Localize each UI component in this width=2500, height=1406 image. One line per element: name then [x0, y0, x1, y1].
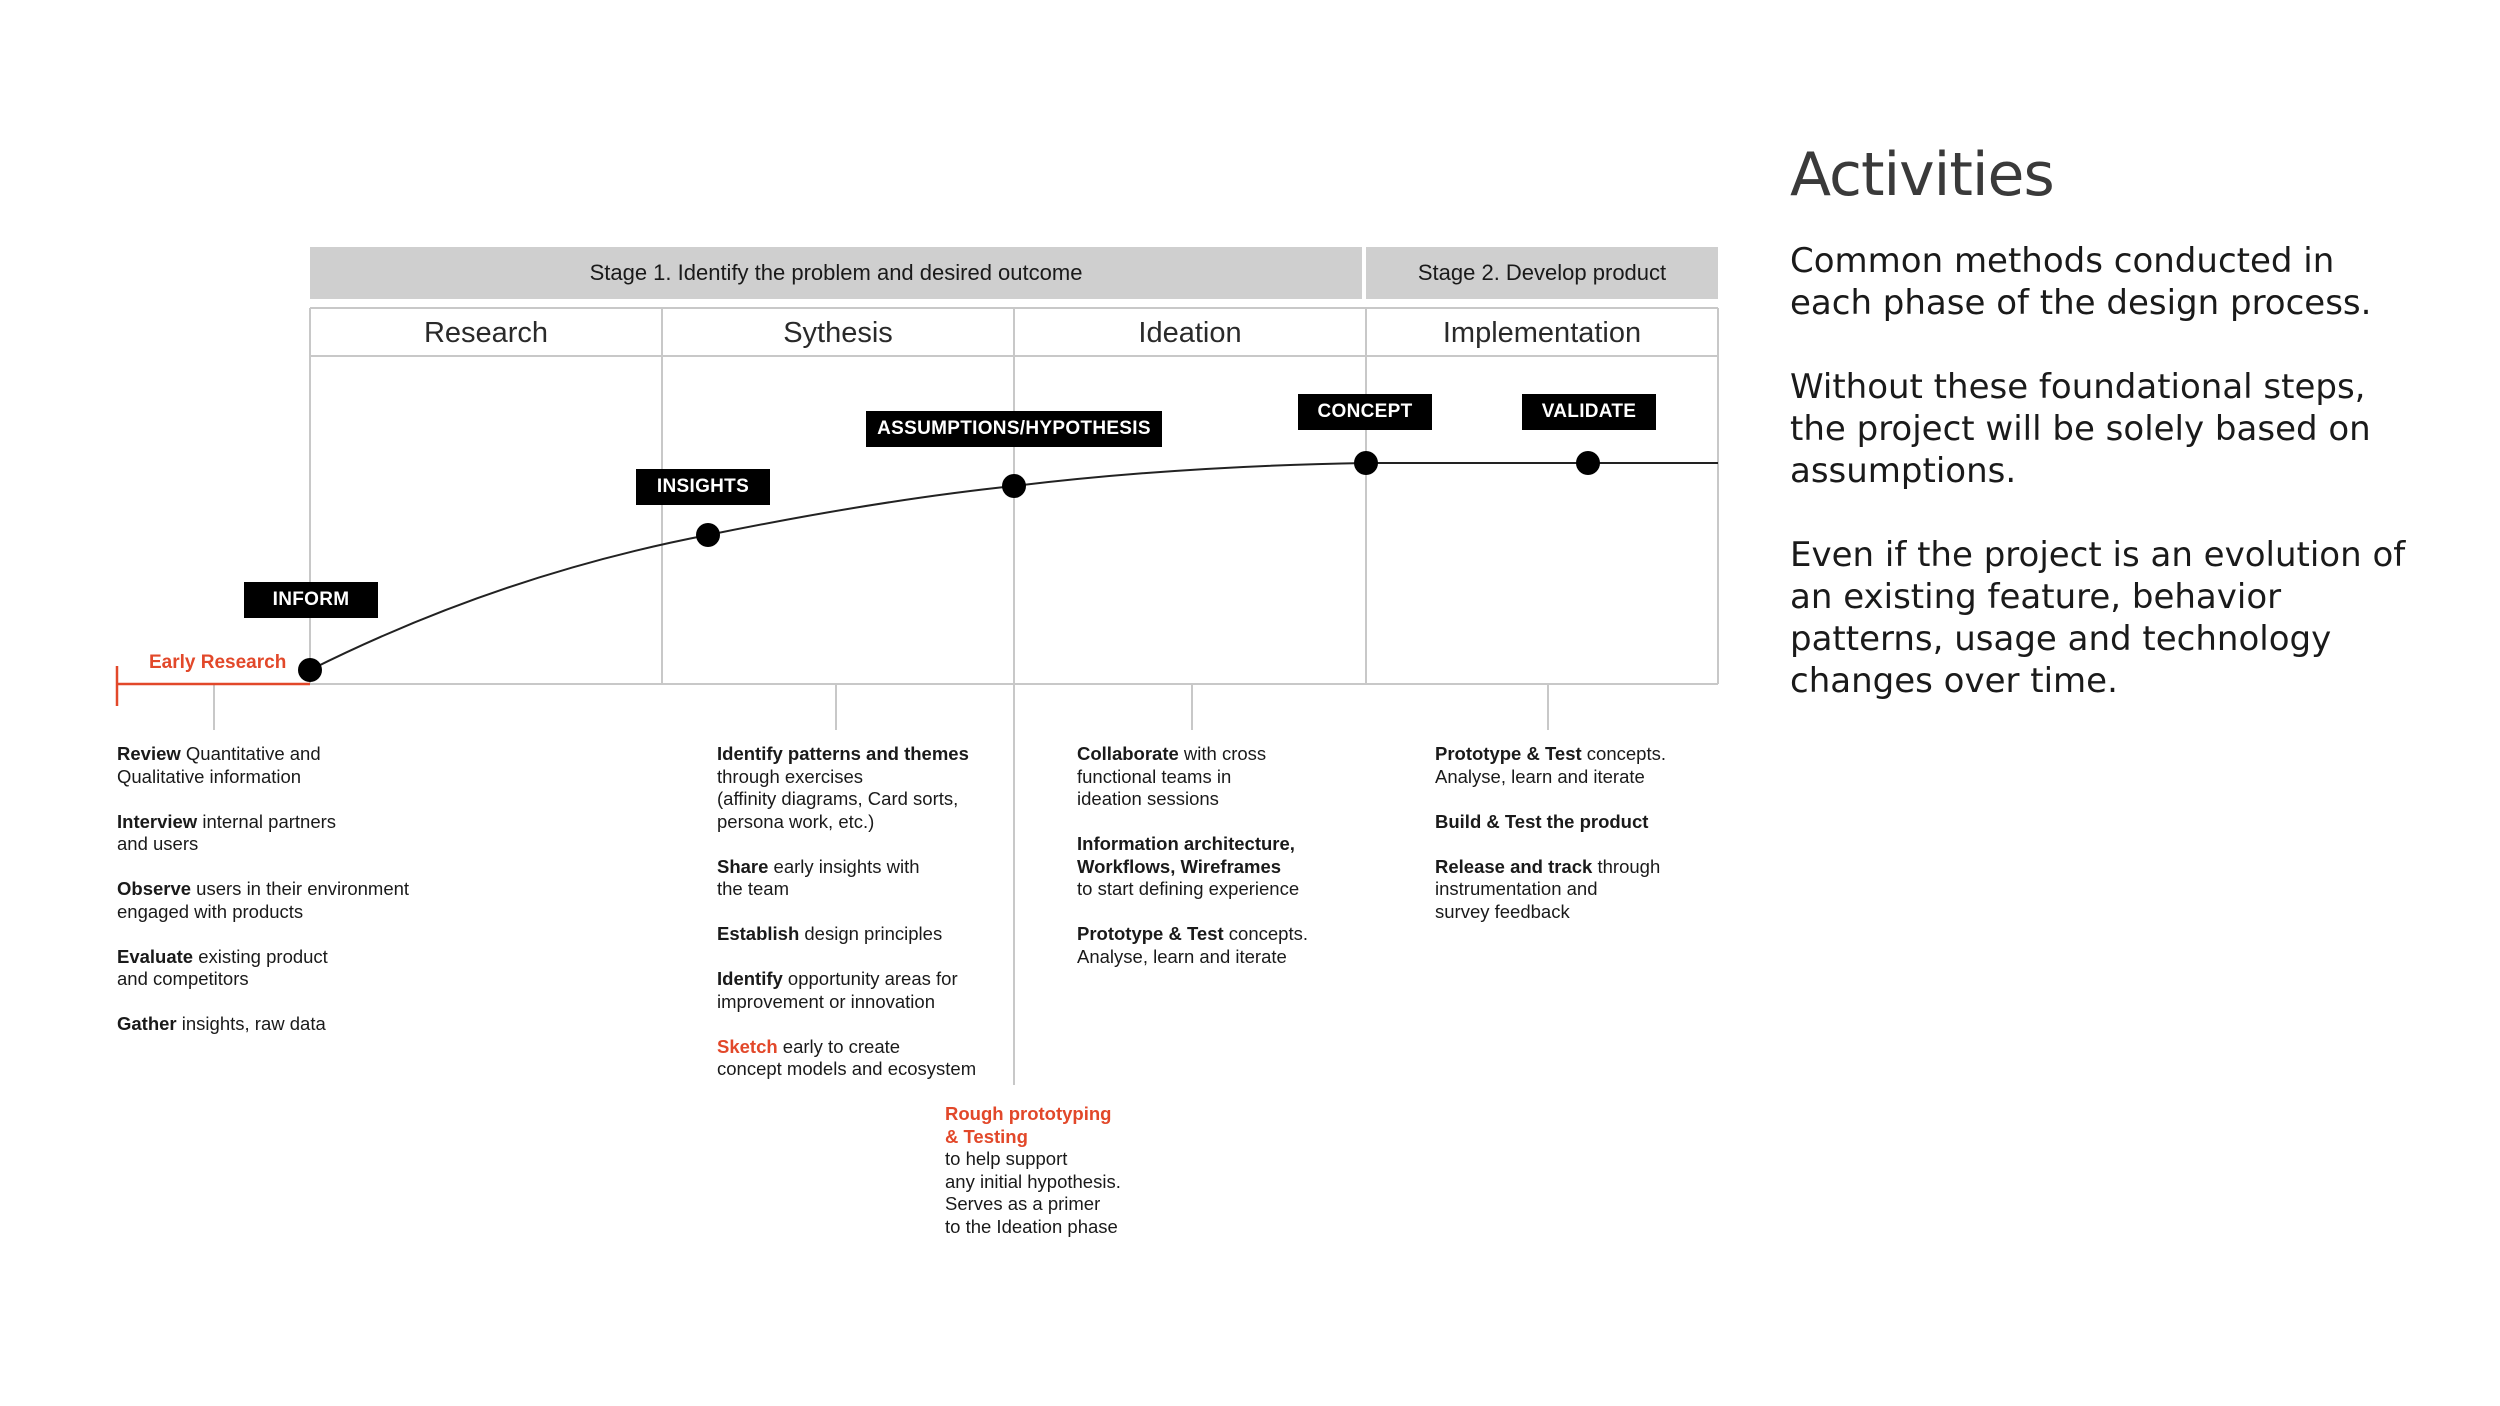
list-item: Establish design principles	[717, 923, 943, 944]
list-item: Gather insights, raw data	[117, 1013, 326, 1034]
rough-prototyping-note: Rough prototyping & Testing to help support any initial hypothesis. Serves as a primer to the Ideation phase	[945, 1103, 1121, 1237]
list-item: Information architecture, Workflows, Wireframes to start defining experience	[1077, 833, 1300, 899]
sidebar-title: Activities	[1790, 140, 2054, 210]
point-validate	[1576, 451, 1600, 475]
phase-implementation: Implementation	[1442, 316, 1642, 349]
ideation-activities	[1077, 743, 1377, 991]
list-item: Evaluate existing product and competitors	[117, 945, 328, 989]
sidebar-paragraph-2: Without these foundational steps, the project will be solely based on assumptions.	[1790, 367, 2371, 491]
stage-1-bar	[310, 247, 1362, 299]
sidebar-paragraph-1: Common methods conducted in each phase of the design process.	[1790, 241, 2372, 323]
activities-sidebar	[1790, 140, 2410, 744]
milestone-inform: INFORM	[244, 582, 378, 618]
list-item: Prototype & Test concepts. Analyse, learn and iterate	[1435, 743, 1666, 787]
early-research-label: Early Research	[149, 652, 287, 673]
list-item: Identify patterns and themes through exercises (affinity diagrams, Card sorts, persona work, etc.)	[717, 743, 969, 832]
list-item: Share early insights with the team	[717, 855, 920, 899]
milestone-insights: INSIGHTS	[636, 469, 770, 505]
stage-1-label: Stage 1. Identify the problem and desired outcome	[589, 260, 1083, 285]
phase-ideation: Ideation	[1138, 316, 1242, 349]
stage-2-bar	[1366, 247, 1718, 299]
list-item: Identify opportunity areas for improvement or innovation	[717, 968, 958, 1012]
sidebar-paragraph-3: Even if the project is an evolution of an existing feature, behavior patterns, usage and technology changes over time.	[1790, 535, 2406, 701]
list-item: Interview internal partners and users	[117, 810, 337, 854]
point-assumptions	[1002, 474, 1026, 498]
milestone-validate: VALIDATE	[1522, 394, 1656, 430]
list-item: Review Quantitative and Qualitative information	[117, 743, 321, 787]
list-item: Prototype & Test concepts. Analyse, learn and iterate	[1077, 923, 1308, 967]
phase-synthesis: Sythesis	[783, 316, 893, 349]
milestone-assumptions: ASSUMPTIONS/HYPOTHESIS	[866, 411, 1162, 447]
phase-research: Research	[423, 316, 549, 349]
list-item: Build & Test the product	[1435, 810, 1649, 832]
research-activities	[117, 743, 437, 1058]
point-concept	[1354, 451, 1378, 475]
list-item: Sketch early to create concept models and ecosystem	[717, 1035, 977, 1079]
synthesis-activities	[717, 743, 1017, 1103]
list-item: Release and track through instrumentation and survey feedback	[1435, 855, 1661, 922]
point-inform	[298, 658, 322, 682]
list-item: Observe users in their environment engaged with products	[117, 878, 410, 922]
implementation-activities	[1435, 743, 1735, 946]
point-insights	[696, 523, 720, 547]
stage-2-label: Stage 2. Develop product	[1417, 260, 1667, 285]
list-item: Collaborate with cross functional teams in ideation sessions	[1077, 743, 1267, 809]
milestone-concept: CONCEPT	[1298, 394, 1432, 430]
